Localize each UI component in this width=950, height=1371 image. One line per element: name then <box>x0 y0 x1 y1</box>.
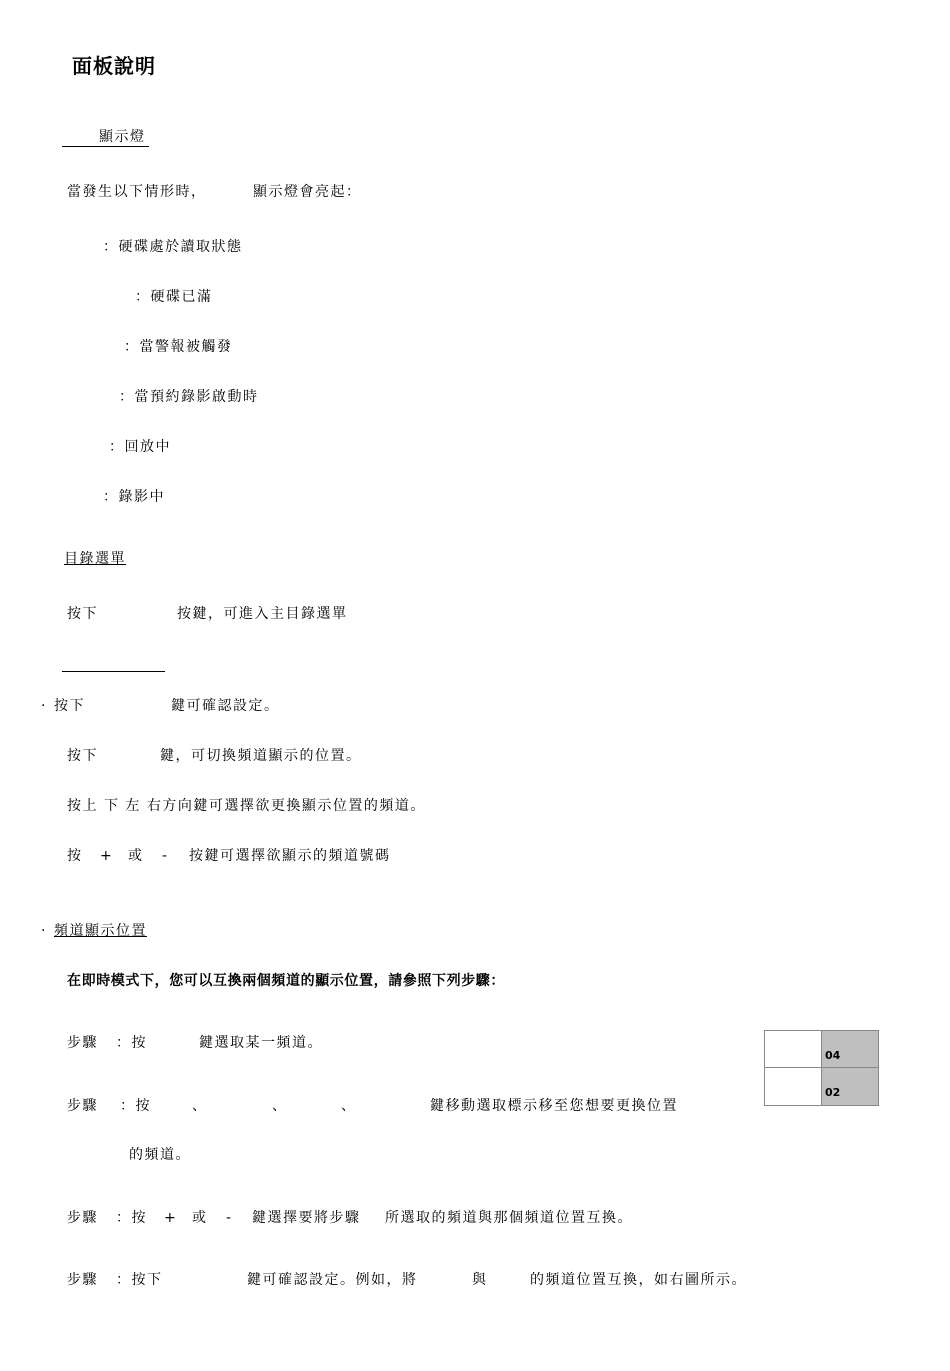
diagram-channel-top: 04 <box>825 1049 841 1062</box>
led-item-recording: ：錄影中 <box>103 489 165 505</box>
step1-label: 步驟 <box>67 1035 98 1051</box>
menu-line-b: 按鍵，可進入主目錄選單 <box>177 606 348 622</box>
channel-swap-diagram <box>764 1030 879 1106</box>
channel-intro: 在即時模式下，您可以互換兩個頻道的顯示位置，請參照下列步驟： <box>67 973 505 989</box>
channel-heading: 頻道顯示位置 <box>54 923 147 939</box>
step3-plus: + <box>164 1210 178 1226</box>
section-divider <box>62 671 165 672</box>
led-heading: 顯示燈 <box>99 129 146 145</box>
step3-minus: - <box>226 1210 233 1226</box>
step1-text: 鍵選取某一頻道。 <box>199 1035 323 1051</box>
step2-text-cont: 的頻道。 <box>129 1147 191 1163</box>
settings-line4-a: 按 <box>67 848 83 864</box>
diagram-channel-bottom: 02 <box>825 1086 841 1099</box>
settings-line4-minus: - <box>162 848 169 864</box>
step4-text: 鍵可確認設定。例如，將 <box>247 1272 418 1288</box>
settings-line2-a: 按下 <box>67 748 98 764</box>
step2-press: ：按 <box>120 1098 151 1114</box>
channel-bullet: · <box>41 923 47 939</box>
step3-text: 鍵選擇要將步驟 <box>252 1210 361 1226</box>
step2-sep2: 、 <box>272 1098 288 1114</box>
settings-line1-a: 按下 <box>54 698 85 714</box>
step3-press: ：按 <box>116 1210 147 1226</box>
led-intro-b: 顯示燈會亮起： <box>253 184 362 200</box>
led-intro-a: 當發生以下情形時， <box>67 184 207 200</box>
diagram-cell-bottom-left <box>765 1068 822 1105</box>
step4-and: 與 <box>472 1272 488 1288</box>
led-item-alarm: ：當警報被觸發 <box>124 339 233 355</box>
step2-label: 步驟 <box>67 1098 98 1114</box>
diagram-cell-bottom-right <box>822 1068 878 1105</box>
step2-sep1: 、 <box>192 1098 208 1114</box>
step2-text: 鍵移動選取標示移至您想要更換位置 <box>430 1098 678 1114</box>
step4-press: ：按下 <box>116 1272 163 1288</box>
led-item-hdd-reading: ：硬碟處於讀取狀態 <box>103 239 243 255</box>
led-item-timer: ：當預約錄影啟動時 <box>119 389 259 405</box>
step4-label: 步驟 <box>67 1272 98 1288</box>
diagram-cell-top-right <box>822 1031 878 1068</box>
step3-or: 或 <box>192 1210 208 1226</box>
settings-line4-b: 按鍵可選擇欲顯示的頻道號碼 <box>189 848 391 864</box>
page-title: 面板說明 <box>72 54 156 78</box>
menu-heading: 目錄選單 <box>64 551 126 567</box>
step3-label: 步驟 <box>67 1210 98 1226</box>
settings-line3: 按上 下 左 右方向鍵可選擇欲更換顯示位置的頻道。 <box>67 798 426 814</box>
menu-line-a: 按下 <box>67 606 98 622</box>
settings-bullet: · <box>41 698 47 714</box>
settings-line2-b: 鍵，可切換頻道顯示的位置。 <box>160 748 362 764</box>
led-item-hdd-full: ：硬碟已滿 <box>135 289 213 305</box>
step4-text-b: 的頻道位置互換，如右圖所示。 <box>530 1272 747 1288</box>
settings-line4-or: 或 <box>128 848 144 864</box>
settings-line1-b: 鍵可確認設定。 <box>171 698 280 714</box>
led-item-playback: ：回放中 <box>109 439 171 455</box>
step1-press: ：按 <box>116 1035 147 1051</box>
step3-text-b: 所選取的頻道與那個頻道位置互換。 <box>385 1210 633 1226</box>
settings-line4-plus: + <box>100 848 114 864</box>
step2-sep3: 、 <box>341 1098 357 1114</box>
diagram-cell-top-left <box>765 1031 822 1068</box>
led-heading-underline <box>62 146 149 147</box>
